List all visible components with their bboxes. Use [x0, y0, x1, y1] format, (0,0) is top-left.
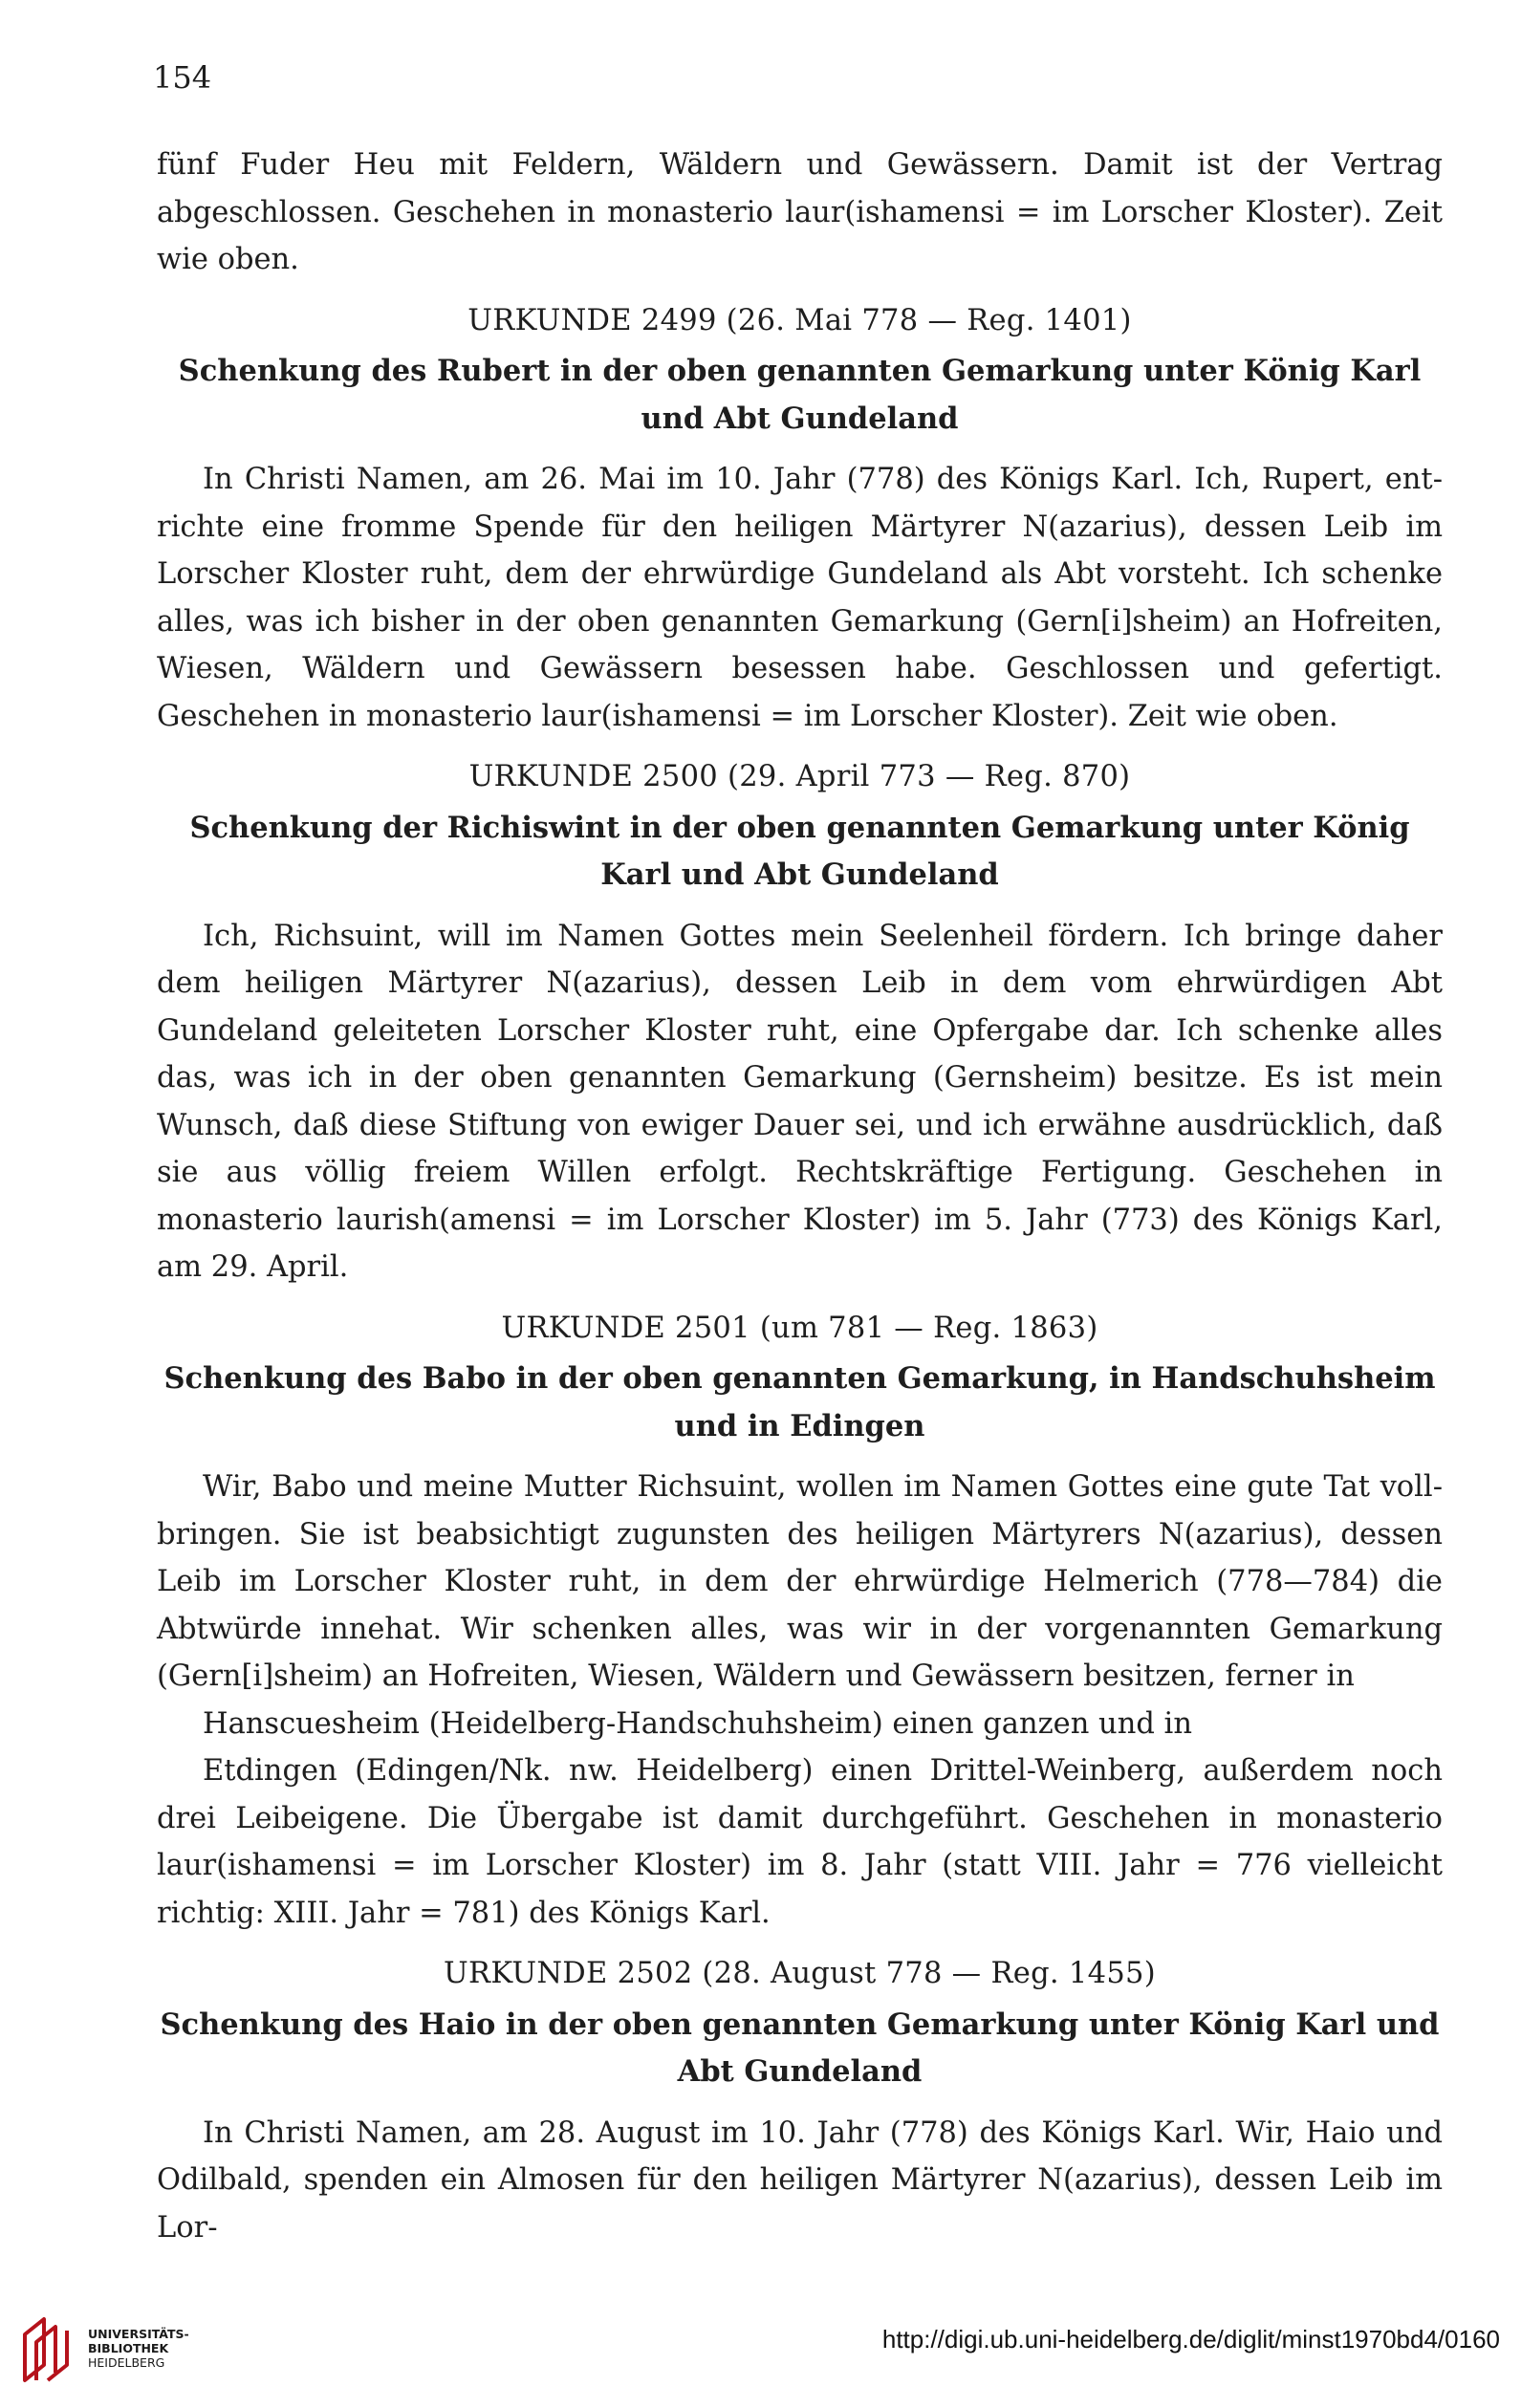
- page-number: 154: [153, 59, 212, 96]
- footer: [0, 2306, 1521, 2392]
- document-subtitle-2500: Schenkung der Richiswint in der oben genannten Gemarkung unter König Karl und Abt Gundeland: [189, 810, 1410, 892]
- document-text-2500: Ich, Richsuint, will im Namen Gottes mein Seelenheil fördern. Ich bringe daher dem heiligen Märtyrer N(azarius), dessen Leib in dem vom ehrwürdigen Abt Gundeland geleiteten Lorscher Kloster ruht, eine Opfergabe dar. Ich schenke alles das, was ich in der oben genannten Gemarkung (Gernsheim) besitze. Es ist mein Wunsch, daß diese Stiftung von ewiger Dauer sei, und ich erwähne ausdrücklich, daß sie aus völlig freiem Willen erfolgt. Rechtskräftige Fertigung. Geschehen in monasterio laurish(amensi = im Lorscher Kloster) im 5. Jahr (773) des Königs Karl, am 29. April.: [157, 919, 1443, 1284]
- document-heading-2500: URKUNDE 2500 (29. April 773 — Reg. 870): [468, 760, 1131, 793]
- document-heading-2502: URKUNDE 2502 (28. August 778 — Reg. 1455): [444, 1957, 1156, 1990]
- document-text-2501: Wir, Babo und meine Mutter Richsuint, wollen im Namen Gottes eine gute Tat vollbringen. Sie ist beabsichtigt zugunsten des heiligen Märtyrers N(azarius), dessen Leib im Lorscher Kloster ruht, in dem der ehrwürdige Helmerich (778—784) die Abtwürde innehat. Wir schenken alles, was wir in der vorgenannten Gemarkung (Gern[i]sheim) an Hofreiten, Wiesen, Wäldern und Gewässern besitzen, ferner in: [157, 1470, 1443, 1693]
- document-subtitle-2501: Schenkung des Babo in der oben genannten Gemarkung, in Handschuhsheim und in Edingen: [163, 1361, 1436, 1443]
- document-subtitle-2499: Schenkung des Rubert in der oben genannten Gemarkung unter König Karl und Abt Gundeland: [178, 354, 1422, 436]
- library-logo-icon: [19, 2313, 76, 2384]
- document-text-2499: In Christi Namen, am 26. Mai im 10. Jahr (778) des Königs Karl. Ich, Rupert, entrichte eine fromme Spende für den heiligen Märtyrer N(azarius), dessen Leib im Lorscher Kloster ruht, dem der ehrwürdige Gundeland als Abt vorsteht. Ich schenke alles, was ich bisher in der oben genannten Gemarkung (Gern[i]sheim) an Hofreiten, Wiesen, Wäldern und Gewässern besessen habe. Geschlossen und gefertigt. Geschehen in monasterio laur(ishamensi = im Lorscher Kloster). Zeit wie oben.: [157, 463, 1443, 733]
- library-logo-text: [88, 2327, 189, 2370]
- page-content: [157, 141, 1443, 2251]
- document-text-2502: In Christi Namen, am 28. August im 10. Jahr (778) des Königs Karl. Wir, Haio und Odilbald, spenden ein Almosen für den heiligen Märtyrer N(azarius), dessen Leib im Lor-: [157, 2115, 1443, 2245]
- document-line-2501-hanscuesheim: Hanscuesheim (Heidelberg-Handschuhsheim) einen ganzen und in: [203, 1706, 1192, 1741]
- document-subtitle-2502: Schenkung des Haio in der oben genannten Gemarkung unter König Karl und Abt Gundeland: [160, 2007, 1440, 2089]
- logo-line-2: BIBLIOTHEK: [88, 2341, 169, 2355]
- document-heading-2499: URKUNDE 2499 (26. Mai 778 — Reg. 1401): [467, 303, 1132, 337]
- logo-line-1: UNIVERSITÄTS-: [88, 2327, 189, 2341]
- source-url-link[interactable]: http://digi.ub.uni-heidelberg.de/diglit/minst1970bd4/0160: [881, 2325, 1500, 2354]
- document-heading-2501: URKUNDE 2501 (um 781 — Reg. 1863): [501, 1311, 1098, 1345]
- intro-paragraph: fünf Fuder Heu mit Feldern, Wäldern und Gewässern. Damit ist der Vertrag abgeschlossen. Geschehen in monasterio laur(ishamensi = im Lorscher Kloster). Zeit wie oben.: [157, 148, 1443, 276]
- document-text-2501-continued: Etdingen (Edingen/Nk. nw. Heidelberg) einen Drittel-Weinberg, außerdem noch drei Leibeigene. Die Übergabe ist damit durchgeführt. Geschehen in monasterio laur(ishamensi = im Lorscher Kloster) im 8. Jahr (statt VIII. Jahr = 776 vielleicht richtig: XIII. Jahr = 781) des Königs Karl.: [157, 1754, 1443, 1930]
- logo-strokes: [25, 2319, 67, 2380]
- logo-line-3: HEIDELBERG: [88, 2355, 165, 2370]
